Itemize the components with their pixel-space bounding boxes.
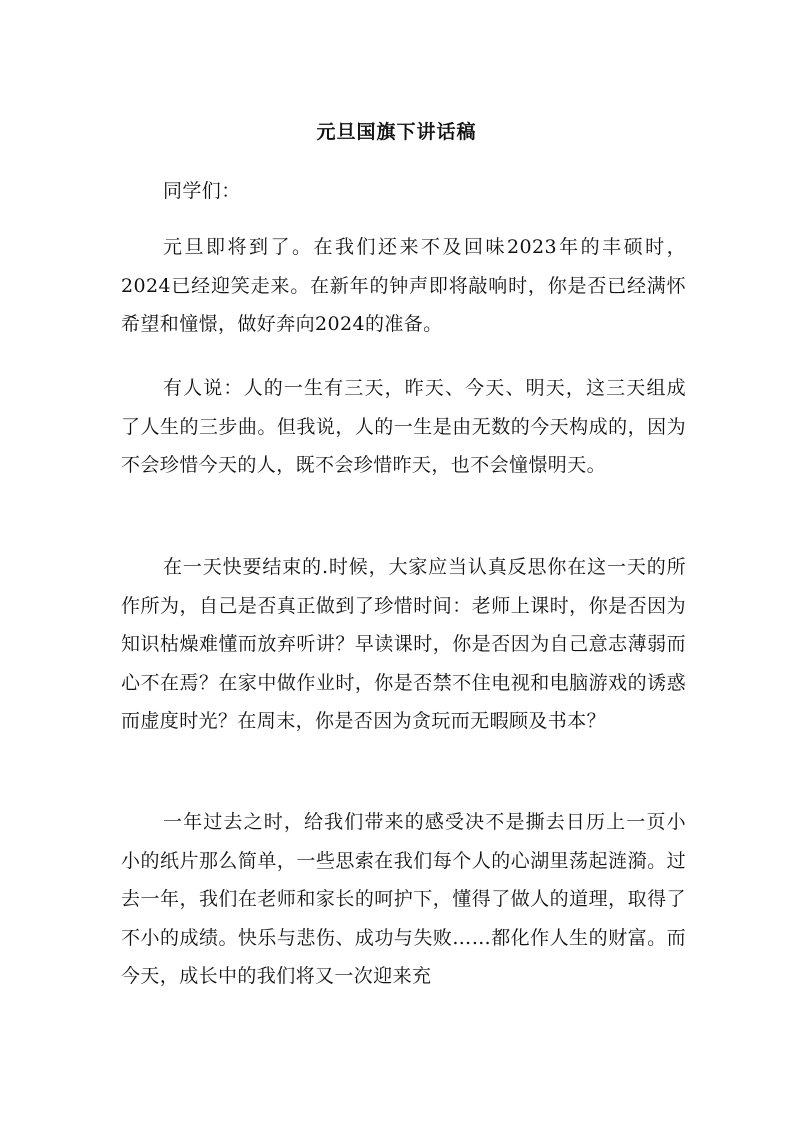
page-title: 元旦国旗下讲话稿 xyxy=(316,121,477,143)
paragraph-3: 在一天快要结束的.时候，大家应当认真反思你在这一天的所作所为，自己是否真正做到了珍惜时间：老师上课时，你是否因为知识枯燥难懂而放弃听讲？早读课时，你是否因为自己意志薄弱而心不在焉？在家中做作业时，你是否禁不住电视和电脑游戏的诱惑而虚度时光？在周末，你是否因为贪玩而无暇顾及书本？ xyxy=(121,556,686,732)
paragraph-1: 元旦即将到了。在我们还来不及回味2023年的丰硕时，2024已经迎笑走来。在新年的钟声即将敲响时，你是否已经满怀希望和憧憬，做好奔向2024的准备。 xyxy=(121,236,686,335)
paragraph-greeting: 同学们： xyxy=(163,180,241,202)
paragraph-4: 一年过去之时，给我们带来的感受决不是撕去日历上一页小小的纸片那么简单，一些思索在我们每个人的心湖里荡起涟漪。过去一年，我们在老师和家长的呵护下，懂得了做人的道理，取得了不小的成绩。快乐与悲伤、成功与失败……都化作人生的财富。而今天，成长中的我们将又一次迎来充 xyxy=(121,811,686,987)
paragraph-2: 有人说：人的一生有三天，昨天、今天、明天，这三天组成了人生的三步曲。但我说，人的一生是由无数的今天构成的，因为不会珍惜今天的人，既不会珍惜昨天，也不会憧憬明天。 xyxy=(121,377,686,476)
